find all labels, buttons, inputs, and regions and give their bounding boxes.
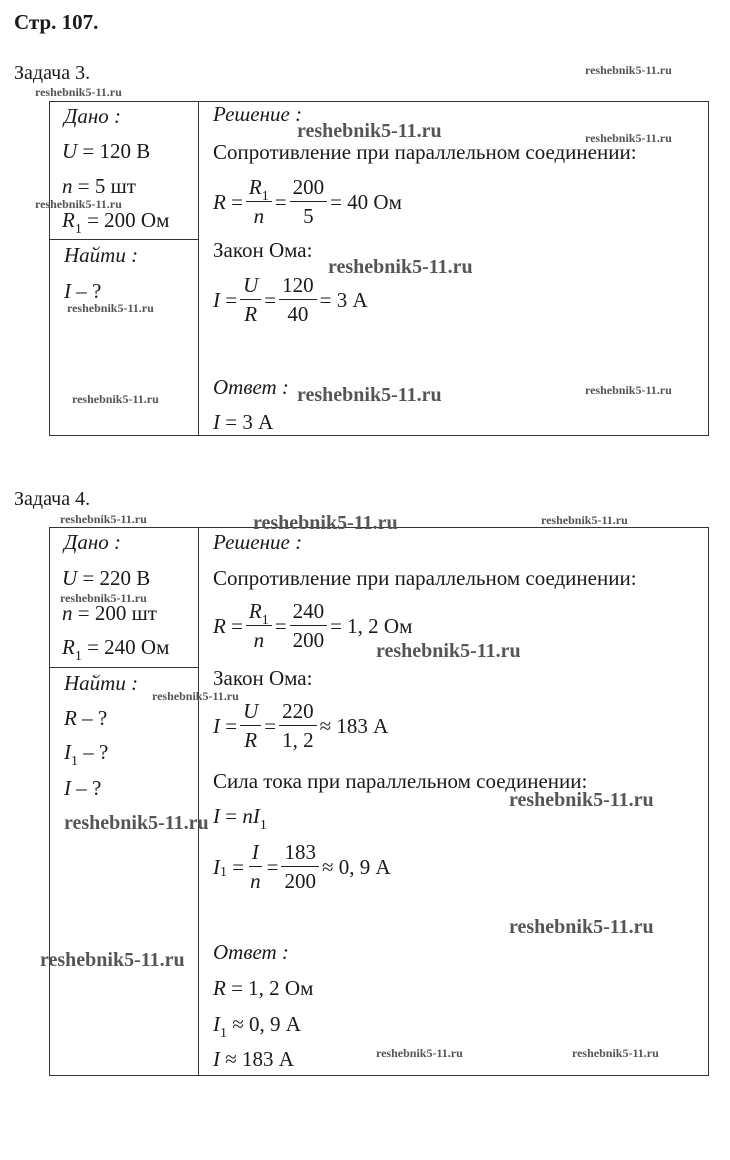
page-title: Стр. 107.: [14, 10, 99, 34]
task4-find-label: Найти :: [64, 671, 139, 695]
task3-title: Задача 3.: [14, 62, 91, 84]
watermark: reshebnik5-11.ru: [376, 1046, 463, 1060]
watermark: reshebnik5-11.ru: [585, 383, 672, 397]
task4-line1: Сопротивление при параллельном соединении:: [213, 566, 637, 590]
task4-solution-label: Решение :: [213, 530, 303, 554]
watermark: reshebnik5-11.ru: [509, 789, 654, 811]
task4-title: Задача 4.: [14, 488, 91, 510]
task4-find-I: I – ?: [64, 776, 102, 800]
task4-eq3: $I = nI_1$: [213, 804, 267, 833]
task4-find-I1: $I_1$ – ?: [64, 740, 109, 769]
task3-given-n: n = 5 шт: [62, 174, 136, 198]
task4-given-U: U = 220 В: [62, 566, 151, 590]
task3-given-U: U = 120 В: [62, 139, 151, 163]
watermark: reshebnik5-11.ru: [67, 301, 154, 315]
task3-line1: Сопротивление при параллельном соединении:: [213, 140, 637, 164]
watermark: reshebnik5-11.ru: [60, 512, 147, 526]
watermark: reshebnik5-11.ru: [297, 120, 442, 142]
watermark: reshebnik5-11.ru: [35, 197, 122, 211]
task4-given-n: n = 200 шт: [62, 601, 157, 625]
task3-given-divider: [49, 239, 199, 240]
watermark: reshebnik5-11.ru: [541, 513, 628, 527]
watermark: reshebnik5-11.ru: [585, 131, 672, 145]
watermark: reshebnik5-11.ru: [152, 689, 239, 703]
task3-answer-label: Ответ :: [213, 375, 289, 399]
watermark: reshebnik5-11.ru: [509, 916, 654, 938]
task4-eq4: I 1 = $\frac{I}{n}$ = $\frac{183}{200}$ ≈ 0, 9 А: [213, 840, 391, 893]
watermark: reshebnik5-11.ru: [64, 812, 209, 834]
watermark: reshebnik5-11.ru: [328, 256, 473, 278]
watermark: reshebnik5-11.ru: [585, 63, 672, 77]
watermark: reshebnik5-11.ru: [253, 512, 398, 534]
task3-given-R1: $R_1 = 200$ Ом: [62, 208, 170, 237]
task4-column-divider: [198, 527, 199, 1076]
task3-find-label: Найти :: [64, 243, 139, 267]
task4-given-divider: [49, 667, 199, 668]
watermark: reshebnik5-11.ru: [376, 640, 521, 662]
task4-given-R1: $R_1 = 240$ Ом: [62, 635, 170, 664]
task3-answer: I = 3 А: [213, 410, 274, 434]
task3-column-divider: [198, 101, 199, 436]
task3-line2: Закон Ома:: [213, 238, 313, 262]
watermark: reshebnik5-11.ru: [35, 85, 122, 99]
task4-given-label: Дано :: [64, 530, 122, 554]
task4-answer-R: R = 1, 2 Ом: [213, 976, 314, 1000]
watermark: reshebnik5-11.ru: [72, 392, 159, 406]
task4-eq1: R = $\frac{R_1}{n}$ = $\frac{240}{200}$ = 1, 2 Ом: [213, 599, 413, 652]
watermark: reshebnik5-11.ru: [40, 949, 185, 971]
task4-line2: Закон Ома:: [213, 666, 313, 690]
task3-find-I: I – ?: [64, 279, 102, 303]
watermark: reshebnik5-11.ru: [297, 384, 442, 406]
watermark: reshebnik5-11.ru: [60, 591, 147, 605]
task4-eq2: I = $\frac{U}{R}$ = $\frac{220}{1, 2}$ ≈ 183 А: [213, 699, 389, 752]
task4-answer-label: Ответ :: [213, 940, 289, 964]
task4-find-R: R – ?: [64, 706, 108, 730]
task3-given-label: Дано :: [64, 104, 122, 128]
task4-line3: Сила тока при параллельном соединении:: [213, 769, 588, 793]
task3-solution-label: Решение :: [213, 102, 303, 126]
task3-eq2: I = $\frac{U}{R}$ = $\frac{120}{40}$ = 3 А: [213, 273, 368, 326]
task4-answer-I1: $I_1 \approx 0$, 9 А: [213, 1012, 301, 1041]
watermark: reshebnik5-11.ru: [572, 1046, 659, 1060]
task4-answer-I: I ≈ 183 А: [213, 1047, 294, 1071]
task3-eq1: R = $\frac{R_1}{n}$ = $\frac{200}{5}$ = 40 Ом: [213, 175, 402, 228]
